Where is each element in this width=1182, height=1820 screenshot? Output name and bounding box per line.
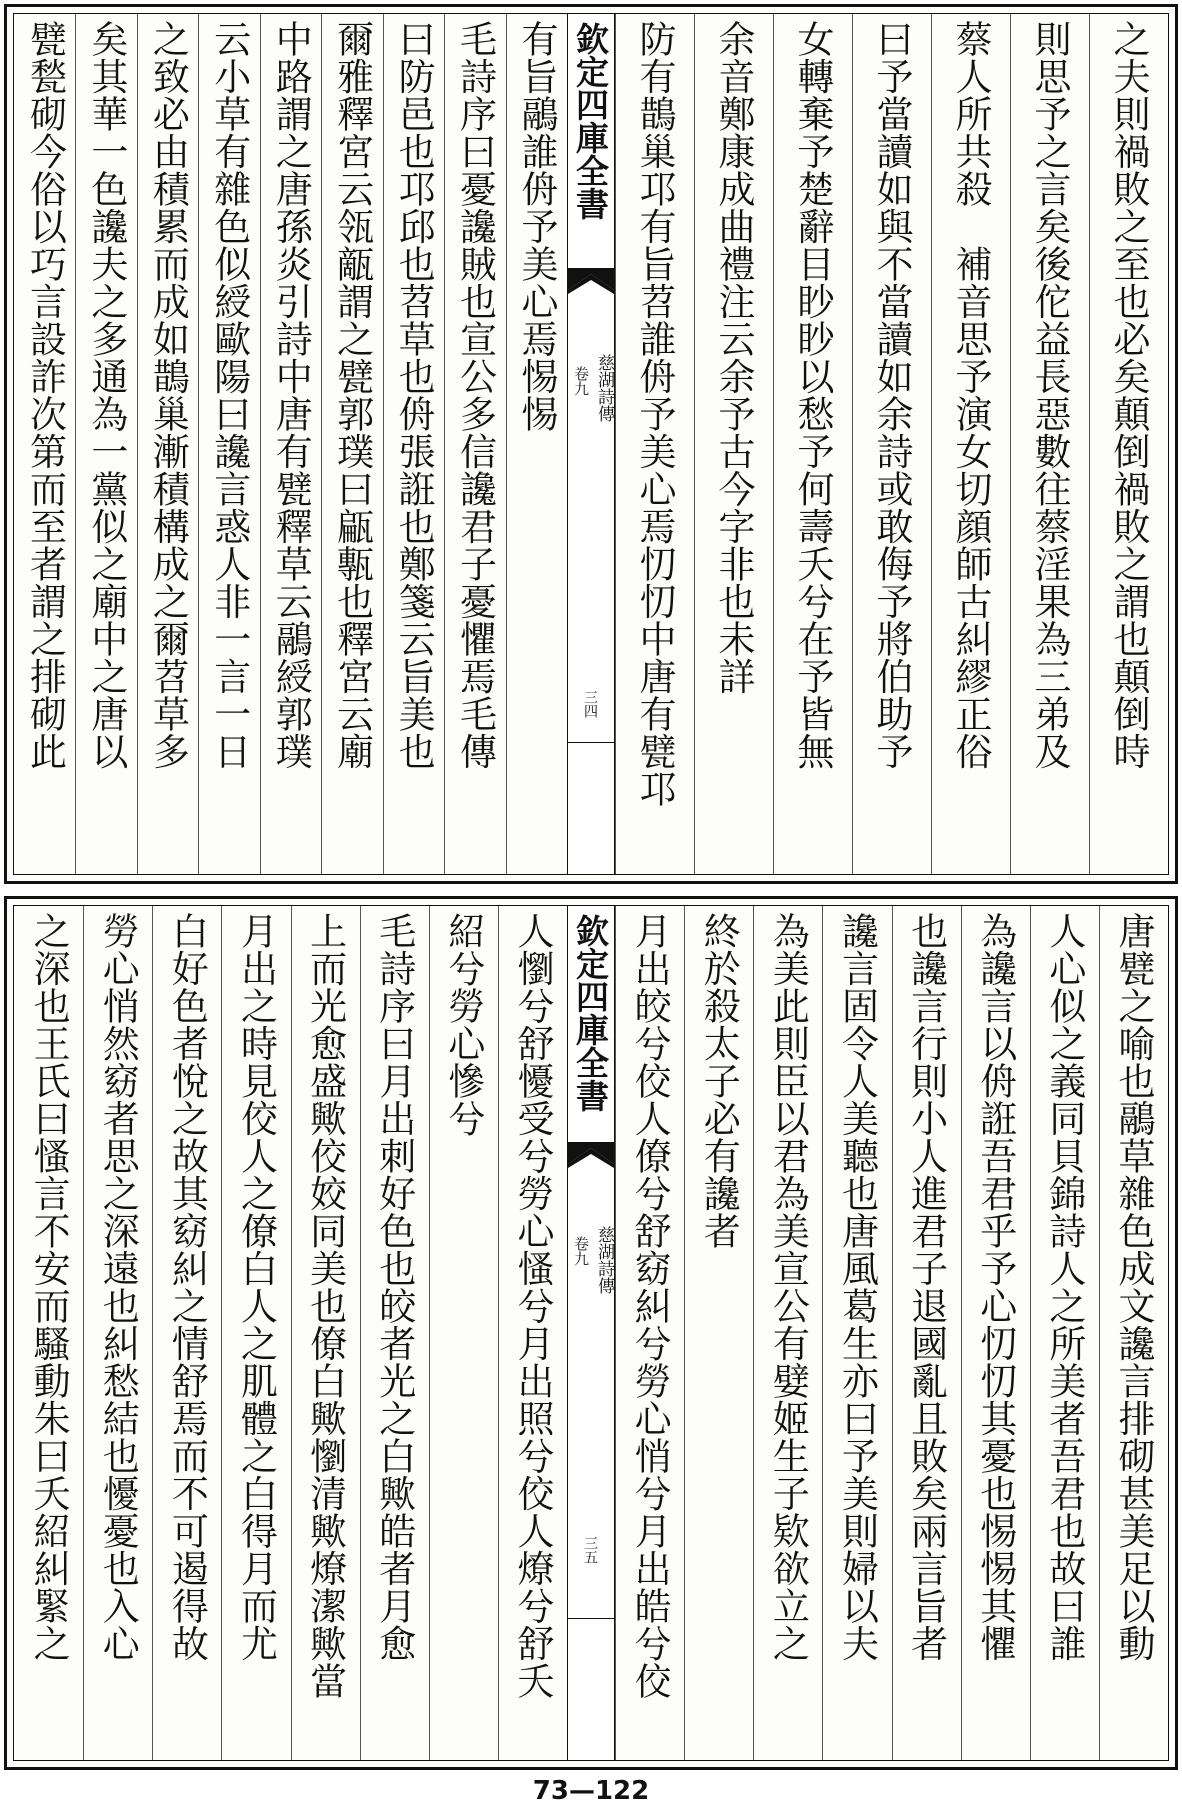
fishtail-mark-icon [568, 268, 614, 312]
bottom-column-text: 讒言固令人美聽也唐風葛生亦曰予美則婦以夫 [835, 912, 879, 1662]
top-column-text: 爾雅釋宮云瓴甋謂之甓郭璞曰甂甎也釋宮云廟 [330, 20, 374, 770]
bottom-column-text: 上而光愈盛歟佼姣同美也僚白歟懰清歟燎潔歟當 [303, 912, 347, 1700]
top-column-text: 中路謂之唐孫炎引詩中唐有甓釋草云鷊綬郭璞 [269, 20, 313, 770]
bottom-column-text: 為美此則臣以君為美宣公有嬖姬生子欵欲立之 [766, 912, 810, 1662]
top-text-column [615, 14, 694, 874]
top-book-name: 慈湖詩傳 [594, 354, 614, 422]
bottom-text-column [360, 906, 429, 1760]
bottom-column-text: 紹兮勞心慘兮 [441, 912, 485, 1137]
bottom-text-column [498, 906, 567, 1760]
top-text-column [852, 14, 931, 874]
top-text-column [14, 14, 75, 874]
top-text-column [1089, 14, 1168, 874]
top-column-text: 毛詩序曰憂讒賊也宣公多信讒君子憂懼焉毛傳 [453, 20, 497, 770]
bottom-column-text: 人心似之義同貝錦詩人之所美者吾君也故曰誰 [1042, 912, 1086, 1662]
bottom-column-text: 唐甓之喻也鷊草雜色成文讒言排砌甚美足以動 [1112, 912, 1155, 1662]
top-text-column [506, 14, 567, 874]
bottom-center-rule [568, 1618, 614, 1619]
top-text-column [321, 14, 382, 874]
top-column-text: 余音鄭康成曲禮注云余予古今字非也未詳 [712, 20, 755, 695]
top-column-text: 之夫則禍敗之至也必矣顛倒禍敗之謂也顛倒時 [1107, 20, 1150, 770]
bottom-text-column [429, 906, 498, 1760]
top-column-text: 之致必由積累而成如鵲巢漸積構成之爾苕草多 [146, 20, 190, 770]
top-center-title: 欽定四庫全書 [571, 22, 610, 220]
bottom-book-name: 慈湖詩傳 [594, 1226, 614, 1294]
bottom-center-title: 欽定四庫全書 [571, 914, 610, 1112]
top-center-rule [568, 742, 614, 743]
bottom-text-column [83, 906, 152, 1760]
bottom-text-column [221, 906, 290, 1760]
top-page [4, 4, 1178, 884]
top-column-text: 女轉棄予楚辭目眇眇以愁予何壽夭兮在予皆無 [791, 20, 834, 770]
top-column-text: 曰予當讀如與不當讀如余詩或敢侮予將伯助予 [870, 20, 913, 770]
bottom-column-text: 毛詩序曰月出刺好色也皎者光之白歟皓者月愈 [372, 912, 416, 1662]
top-page-frame [13, 13, 1169, 875]
top-page-number: 三四 [582, 690, 598, 718]
bottom-text-column [892, 906, 961, 1760]
bottom-text-column [615, 906, 684, 1760]
top-text-column [137, 14, 198, 874]
bottom-text-column [753, 906, 822, 1760]
bottom-text-column [1099, 906, 1168, 1760]
page-code: 73—122 [532, 1776, 650, 1806]
bottom-text-column [822, 906, 891, 1760]
top-center-column [567, 14, 615, 874]
top-column-text: 云小草有雜色似綬歐陽曰讒言惑人非一言一日 [207, 20, 251, 770]
top-text-column [75, 14, 136, 874]
bottom-column-text: 勞心悄然窈者思之深遠也糾愁結也懮憂也入心 [96, 912, 140, 1662]
top-text-column [931, 14, 1010, 874]
top-column-text: 矣其華一色讒夫之多通為一黨似之廟中之唐以 [84, 20, 128, 770]
bottom-text-column [1030, 906, 1099, 1760]
bottom-text-column [291, 906, 360, 1760]
top-column-text: 蔡人所共殺 補音思予演女切顔師古糾繆正俗 [949, 20, 992, 770]
top-juan-number: 卷九 [572, 366, 590, 396]
fishtail-mark-icon [568, 1142, 614, 1186]
top-text-column [444, 14, 505, 874]
bottom-column-text: 也讒言行則小人進君子退國亂且敗矣兩言旨者 [904, 912, 948, 1662]
top-text-column [383, 14, 444, 874]
bottom-column-text: 月出之時見佼人之僚白人之肌體之白得月而尤 [234, 912, 278, 1662]
bottom-page [4, 896, 1178, 1770]
bottom-center-column [567, 906, 615, 1760]
top-text-column [773, 14, 852, 874]
top-text-column [1010, 14, 1089, 874]
bottom-page-frame [13, 905, 1169, 1761]
bottom-text-column [684, 906, 753, 1760]
bottom-text-column [961, 906, 1030, 1760]
bottom-column-text: 之深也王氏曰慅言不安而騷動朱曰夭紹糾緊之 [27, 912, 71, 1662]
top-text-column [694, 14, 773, 874]
bottom-column-text: 白好色者悅之故其窈糾之情舒焉而不可遏得故 [165, 912, 209, 1662]
bottom-column-text: 終於殺太子必有讒者 [697, 912, 741, 1250]
top-column-text: 甓甃砌今俗以巧言設詐次第而至者謂之排砌此 [23, 20, 67, 770]
bottom-column-text: 月出皎兮佼人僚兮舒窈糾兮勞心悄兮月出皓兮佼 [628, 912, 672, 1700]
bottom-column-text: 人懰兮舒懮受兮勞心慅兮月出照兮佼人燎兮舒夭 [511, 912, 554, 1700]
top-column-text: 曰防邑也邛邱也苕草也侜張誑也鄭箋云旨美也 [392, 20, 436, 770]
top-text-column [198, 14, 259, 874]
top-column-text: 有旨鷊誰侜予美心焉惕惕 [514, 20, 558, 433]
bottom-text-column [152, 906, 221, 1760]
bottom-text-column [14, 906, 83, 1760]
top-text-column [260, 14, 321, 874]
bottom-juan-number: 卷九 [572, 1236, 590, 1266]
top-column-text: 防有鵲巢邛有旨苕誰侜予美心焉忉忉中唐有甓邛 [633, 20, 676, 808]
bottom-page-number: 三五 [582, 1536, 598, 1564]
bottom-column-text: 為讒言以侜誑吾君乎予心忉忉其憂也惕惕其懼 [973, 912, 1017, 1662]
top-column-text: 則思予之言矣後佗益長惡數往蔡淫果為三弟及 [1028, 20, 1071, 770]
